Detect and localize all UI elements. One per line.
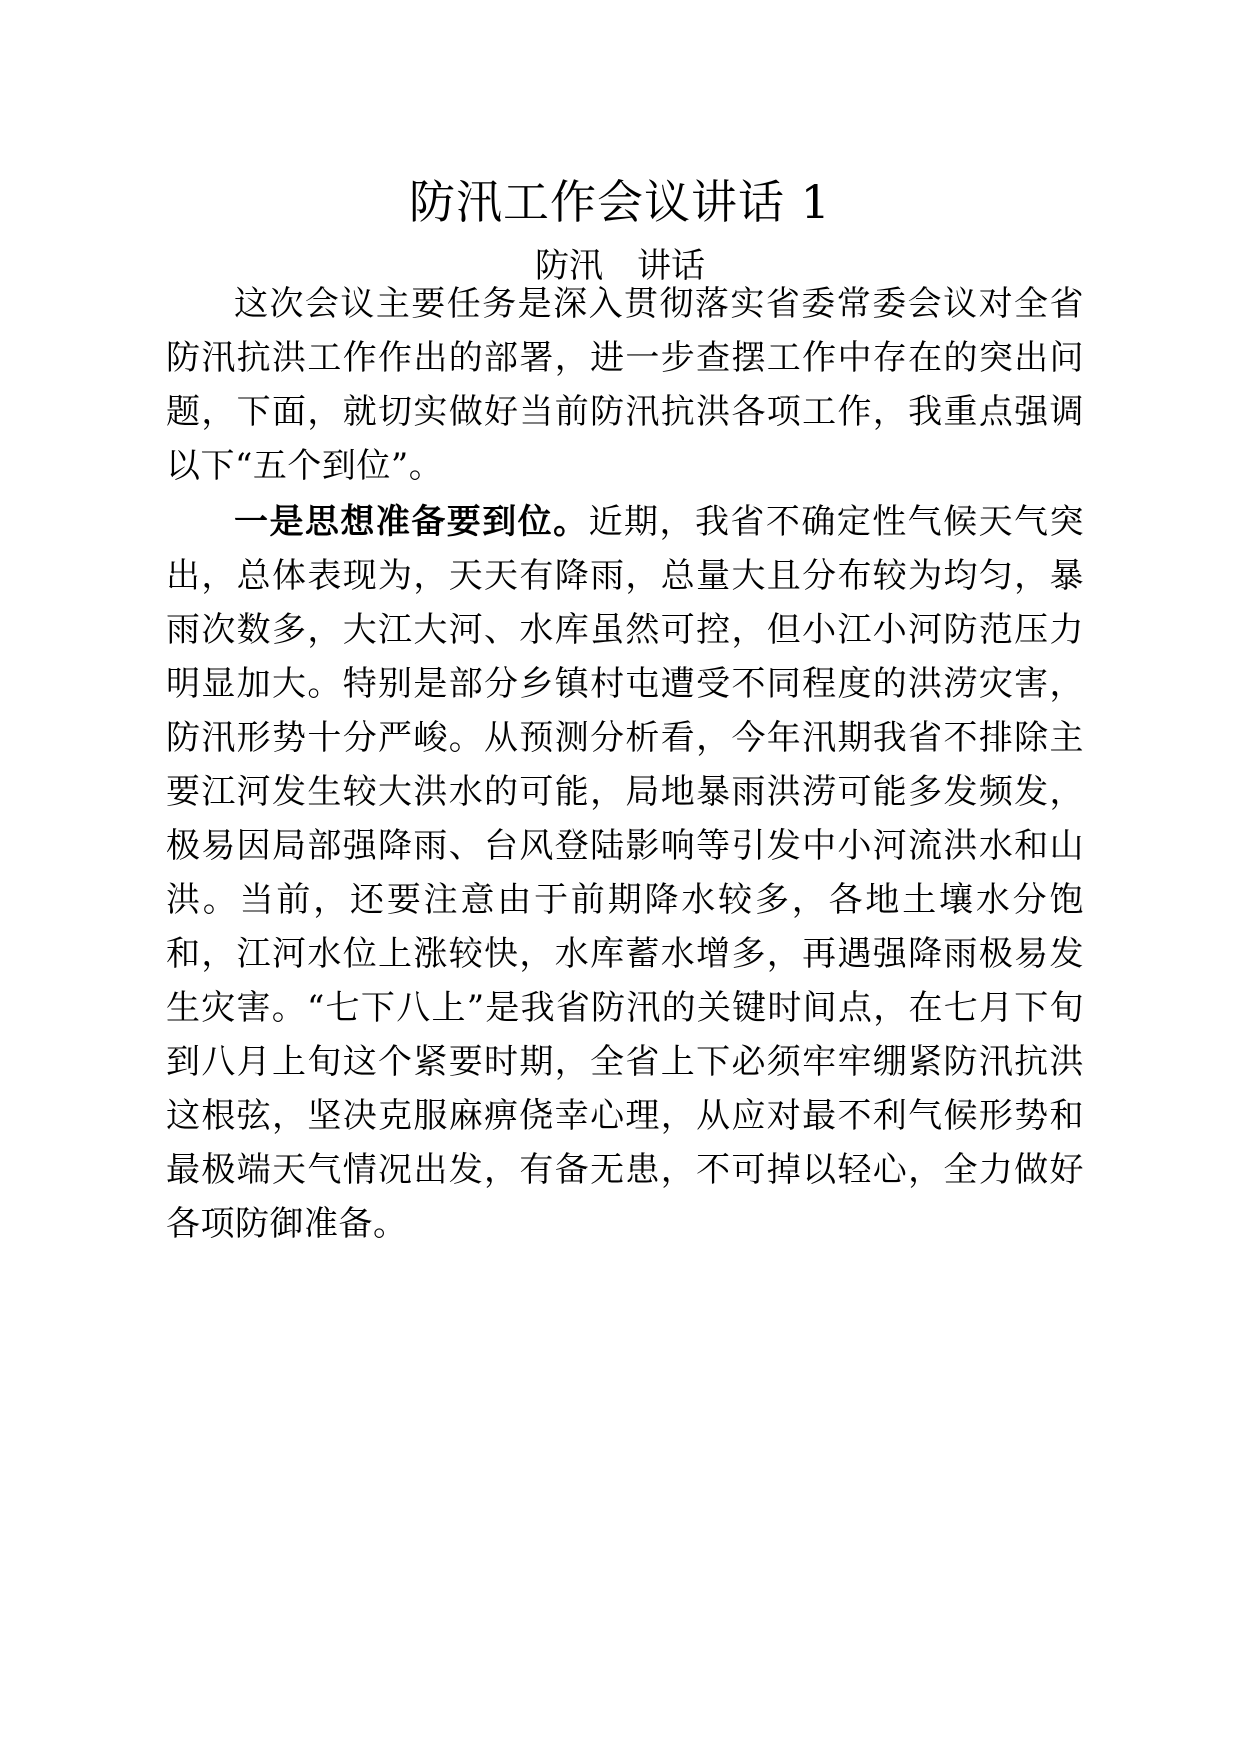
paragraph-lead: 一是思想准备要到位。 bbox=[234, 502, 589, 542]
document-title: 防汛工作会议讲话 1 bbox=[409, 175, 831, 229]
keyword: 防汛 bbox=[535, 246, 603, 286]
paragraph-intro bbox=[166, 277, 1084, 493]
keyword: 讲话 bbox=[637, 246, 705, 286]
paragraph-text: 近期，我省不确定性气候天气突出，总体表现为，天天有降雨，总量大且分布较为均匀，暴雨次数多，大江大河、水库虽然可控，但小江小河防范压力明显加大。特别是部分乡镇村屯遭受不同程度的洪涝灾害，防汛形势十分严峻。从预测分析看，今年汛期我省不排除主要江河发生较大洪水的可能，局地暴雨洪涝可能多发频发，极易因局部强降雨、台风登陆影响等引发中小河流洪水和山洪。当前，还要注意由于前期降水较多，各地土壤水分饱和，江河水位上涨较快，水库蓄水增多，再遇强降雨极易发生灾害。“七下八上”是我省防汛的关键时间点，在七月下旬到八月上旬这个紧要时期，全省上下必须牢牢绷紧防汛抗洪这根弦，坚决克服麻痹侥幸心理，从应对最不利气候形势和最极端天气情况出发，有备无患，不可掉以轻心，全力做好各项防御准备。 bbox=[166, 502, 1085, 1244]
paragraph-text: 这次会议主要任务是深入贯彻落实省委常委会议对全省防汛抗洪工作作出的部署，进一步查摆工作中存在的突出问题，下面，就切实做好当前防汛抗洪各项工作，我重点强调以下“五个到位”。 bbox=[166, 284, 1084, 486]
paragraph-thought-preparation bbox=[166, 495, 1084, 1251]
